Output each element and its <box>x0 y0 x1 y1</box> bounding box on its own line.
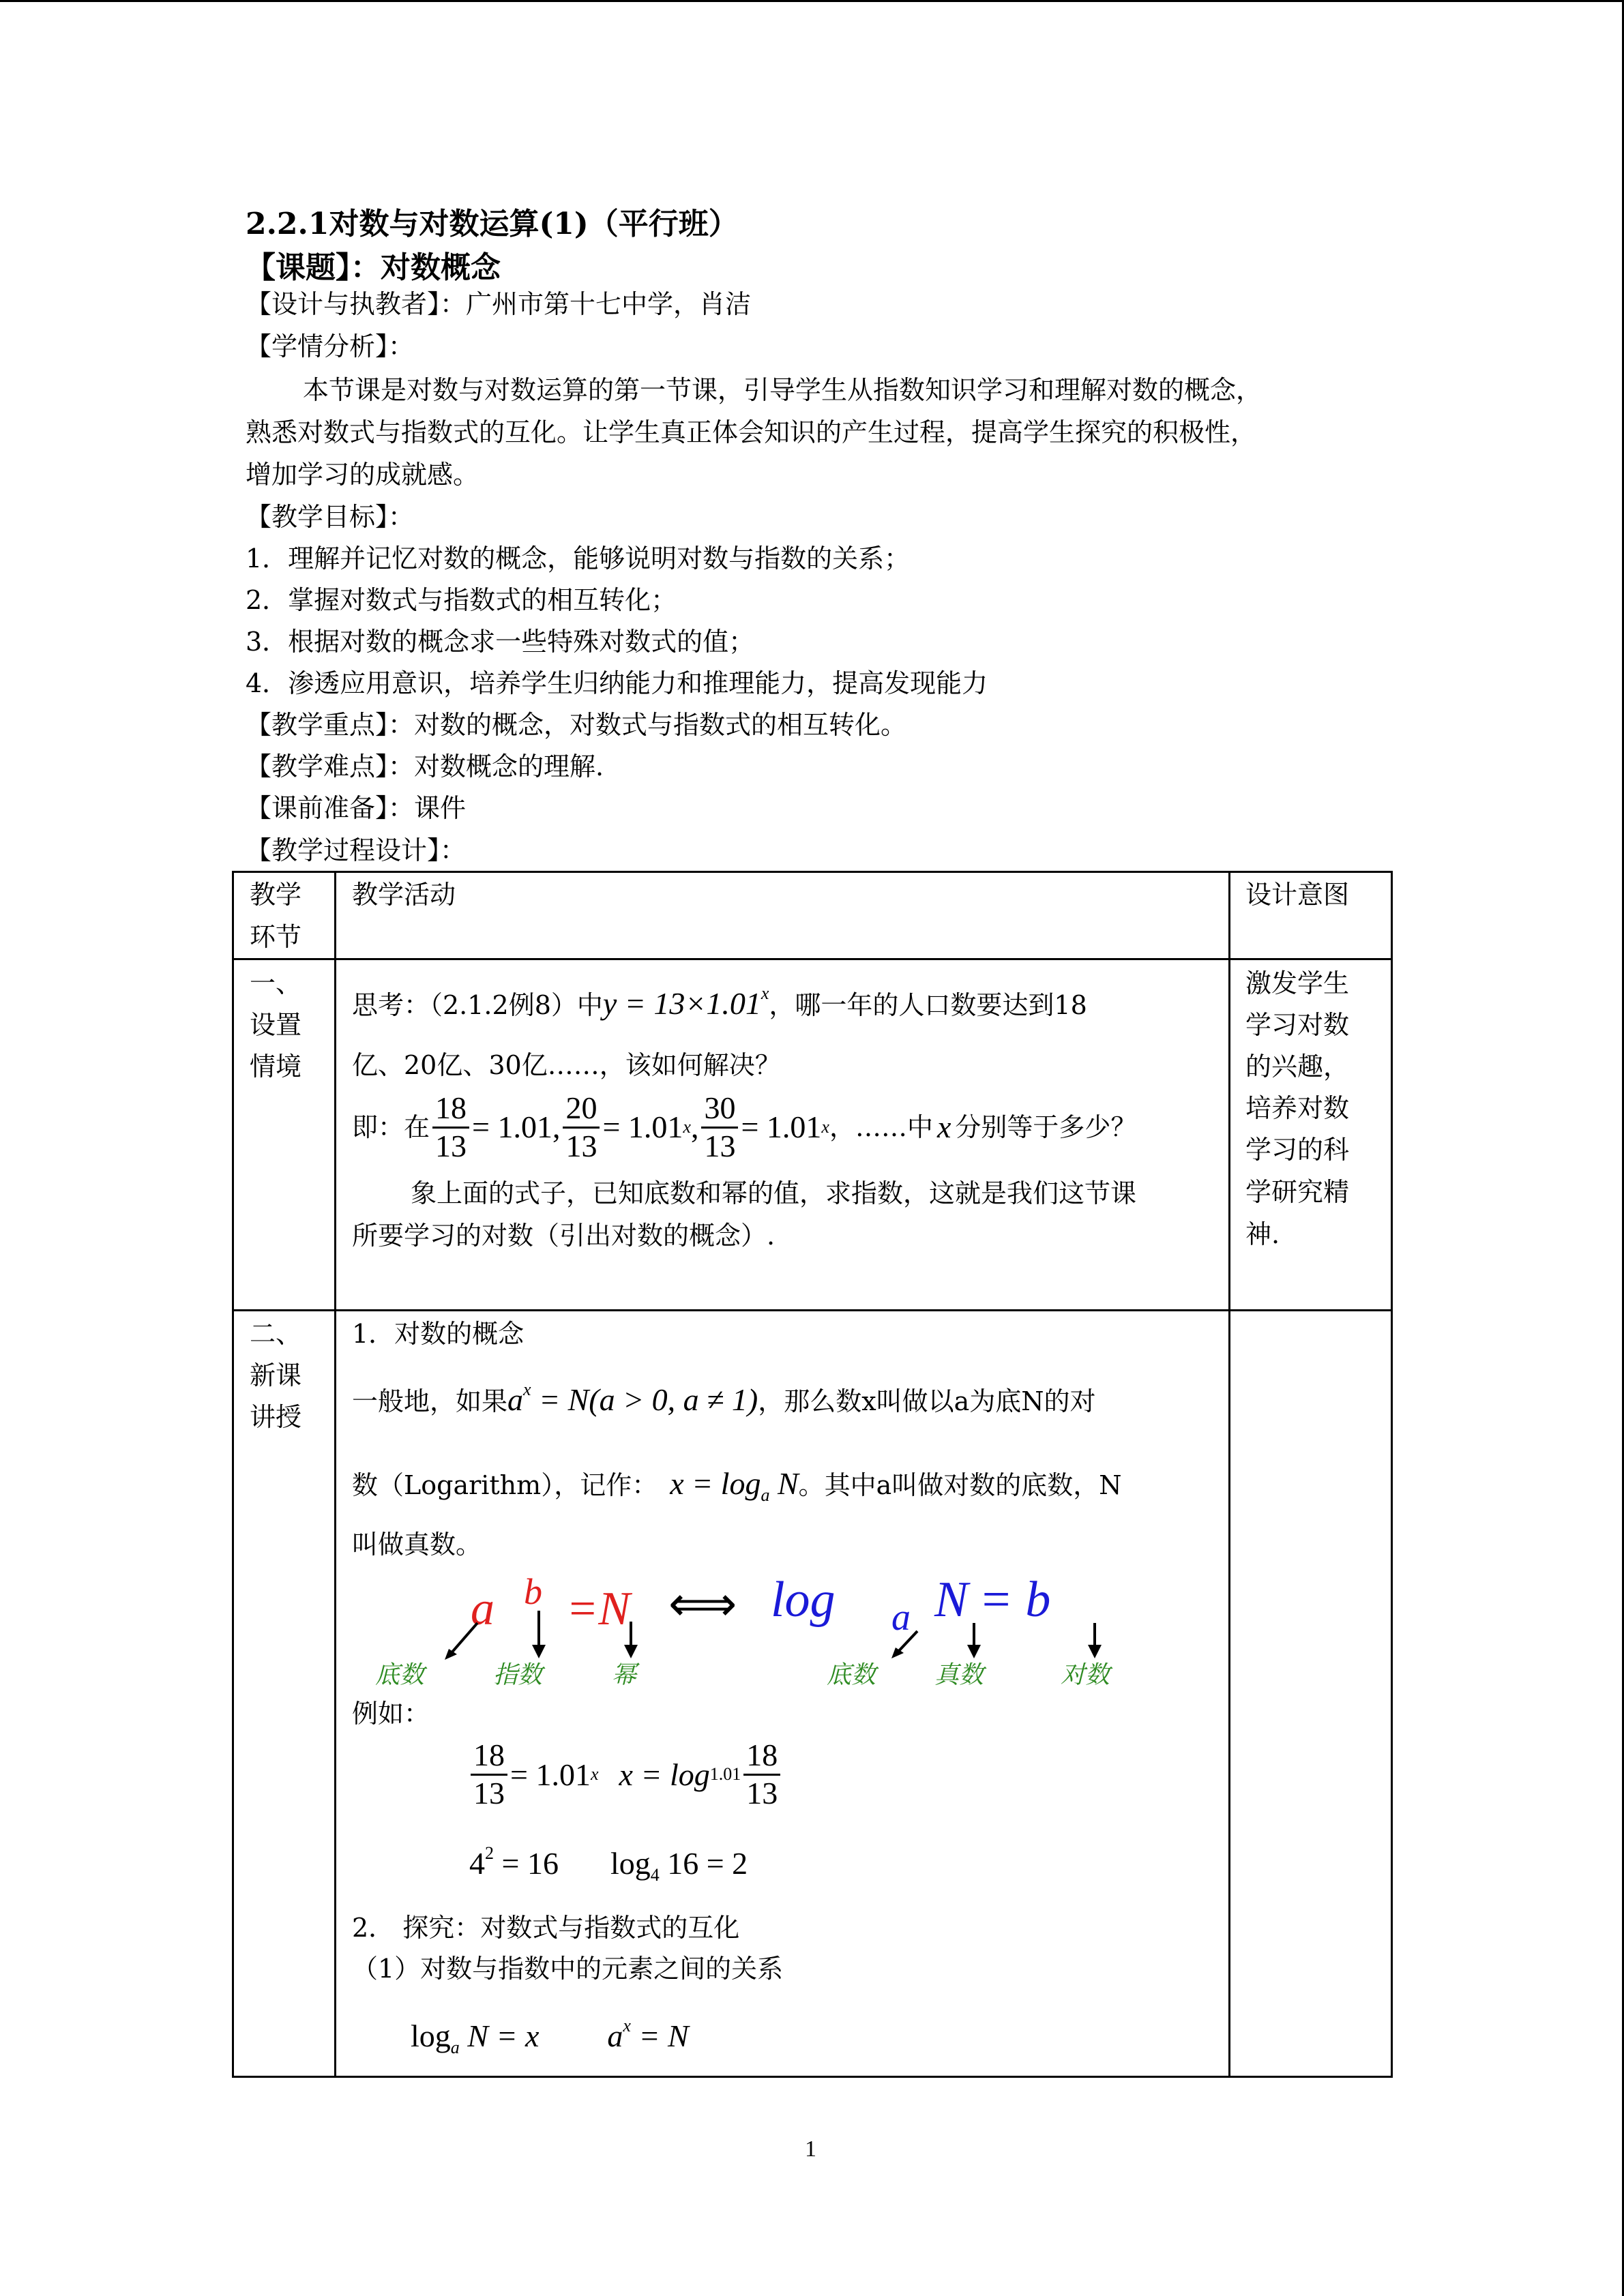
row1-stage-2: 设置 <box>250 1010 302 1040</box>
table-line-col1 <box>334 871 336 2078</box>
think-equation: y = 13×1.01 <box>602 986 761 1021</box>
frac-num: 30 <box>701 1090 738 1129</box>
frac-den: 13 <box>704 1128 736 1163</box>
head-stage-1: 教学 <box>250 880 302 910</box>
label-logarithm: 对数 <box>1061 1661 1110 1688</box>
intent-line-4: 培养对数 <box>1245 1093 1350 1123</box>
intent-line-1: 激发学生 <box>1245 968 1350 998</box>
intent-line-3: 的兴趣， <box>1245 1052 1350 1082</box>
key-point: 【教学重点】：对数的概念，对数式与指数式的相互转化。 <box>246 710 907 740</box>
table-line-bottom <box>232 2076 1393 2078</box>
def2-sub: a <box>761 1485 770 1505</box>
frac-num: 18 <box>471 1738 507 1776</box>
table-line-left <box>232 871 234 2078</box>
frac-den: 13 <box>746 1775 778 1810</box>
row1-stage-3: 情境 <box>250 1052 302 1082</box>
ex1-x-log: x = log <box>619 1757 710 1792</box>
example-fraction <box>471 1738 507 1812</box>
designer-line: 【设计与执教者】：广州市第十七中学，肖洁 <box>246 289 752 319</box>
label-base-left: 底数 <box>375 1661 425 1688</box>
def2-eq: x = log <box>670 1466 761 1501</box>
head-activity: 教学活动 <box>352 880 456 910</box>
example-fraction-2 <box>743 1738 780 1812</box>
document-title: 2.2.1对数与对数运算(1)（平行班） <box>246 207 739 241</box>
preparation: 【课前准备】：课件 <box>246 793 467 823</box>
row1-stage-1: 一、 <box>250 968 302 998</box>
difficulty: 【教学难点】：对数概念的理解. <box>246 751 604 781</box>
label-power: 幂 <box>612 1661 637 1688</box>
table-line-right <box>1391 871 1393 2078</box>
analysis-label: 【学情分析】： <box>246 331 415 361</box>
diagram-log-base: a <box>891 1596 911 1639</box>
page-number: 1 <box>805 2136 816 2162</box>
ex2-exp: 2 <box>485 1843 494 1863</box>
def-exp: x <box>523 1380 531 1399</box>
def-prefix: 一般地，如果 <box>352 1386 508 1416</box>
diagram-base-a: a <box>471 1583 494 1635</box>
table-line-row1 <box>232 1309 1393 1311</box>
ex2-base: 4 <box>469 1846 485 1881</box>
ex2-rest: 16 = 2 <box>659 1846 748 1881</box>
fraction-20-13 <box>563 1090 600 1165</box>
label-exponent: 指数 <box>493 1661 543 1688</box>
row1-para-2: 所要学习的对数（引出对数的概念）. <box>352 1221 776 1251</box>
rel-sub: a <box>450 2038 460 2057</box>
think-exponent: x <box>761 983 769 1003</box>
intent-line-2: 学习对数 <box>1245 1010 1350 1040</box>
table-line-col2 <box>1228 871 1230 2078</box>
ji-suffix-a: ，……中 <box>829 1112 933 1142</box>
eq-2: = 1.01 <box>602 1109 683 1144</box>
rel-eq: = N <box>630 2018 689 2053</box>
diagram-eq-b: = b <box>979 1572 1051 1628</box>
rel-a: a <box>607 2018 623 2053</box>
ex1-eq: = 1.01 <box>510 1757 591 1792</box>
diagram-eq-N: =N <box>566 1583 630 1635</box>
analysis-line-1: 本节课是对数与对数运算的第一节课，引导学生从指数知识学习和理解对数的概念， <box>303 375 1263 405</box>
head-stage-2: 环节 <box>250 922 302 952</box>
arrowhead <box>967 1645 981 1658</box>
rel-log: log <box>411 2018 451 2053</box>
arrow-left-base <box>450 1623 477 1654</box>
explore-subtitle: （1）对数与指数中的元素之间的关系 <box>352 1954 784 1984</box>
explore-title: 2． 探究：对数式与指数式的互化 <box>352 1913 740 1943</box>
row1-think <box>352 983 1087 1021</box>
def2-suffix: 。其中a叫做对数的底数，N <box>798 1470 1122 1500</box>
ex2-log: log <box>610 1846 651 1881</box>
definition-line-2 <box>352 1466 1122 1505</box>
definition-line-1 <box>352 1380 1096 1417</box>
example-1: $\frac{18}{13}$ = 1.01 x x = log 1.01 $\frac{18}{13}$ <box>468 1736 783 1813</box>
def2-prefix: 数（Logarithm），记作： <box>352 1470 658 1500</box>
example-label: 例如： <box>352 1699 430 1729</box>
intent-line-5: 学习的科 <box>1245 1135 1350 1165</box>
concept-title: 1．对数的概念 <box>352 1319 525 1349</box>
frac-num: 18 <box>432 1090 469 1129</box>
diagram-exponent-b: b <box>524 1571 542 1612</box>
rel-rest: N = x <box>459 2018 540 2053</box>
row2-stage-1: 二、 <box>250 1319 302 1349</box>
analysis-line-2: 熟悉对数式与指数式的互化。让学生真正体会知识的产生过程，提高学生探究的积极性， <box>246 417 1257 447</box>
goal-item-4: 4．渗透应用意识，培养学生归纳能力和推理能力，提高发现能力 <box>246 668 988 698</box>
row1-para-1: 象上面的式子，已知底数和幂的值，求指数，这就是我们这节课 <box>411 1178 1137 1208</box>
example-2 <box>469 1843 748 1885</box>
goal-item-2: 2．掌握对数式与指数式的相互转化； <box>246 585 677 615</box>
ex2-sub: 4 <box>650 1865 660 1885</box>
intent-line-6: 学研究精 <box>1245 1177 1350 1207</box>
def-eq: = N(a > 0, a ≠ 1) <box>531 1382 758 1417</box>
eq-1: = 1.01, <box>472 1109 561 1144</box>
ji-var: x <box>936 1109 951 1144</box>
frac-den: 13 <box>473 1775 505 1810</box>
label-true-number: 真数 <box>934 1661 984 1688</box>
arrowhead <box>532 1645 546 1658</box>
row2-stage-2: 新课 <box>250 1360 302 1390</box>
topic-heading: 【课题】：对数概念 <box>246 250 501 285</box>
fraction-18-13 <box>432 1090 469 1165</box>
eq-3: = 1.01 <box>741 1109 822 1144</box>
rel-exp: x <box>623 2016 631 2036</box>
analysis-line-3: 增加学习的成就感。 <box>246 460 479 490</box>
frac-num: 18 <box>743 1738 780 1776</box>
row1-equation-line: 即：在 $\frac{18}{13}$ = 1.01, $\frac{20}{13}$ = 1.01 x , $\frac{30}{13}$ = 1.01 x ，……中 x 分别等于多少？ <box>352 1090 1137 1163</box>
frac-num: 20 <box>563 1090 600 1129</box>
table-line-top <box>232 871 1393 873</box>
row2-stage-3: 讲授 <box>250 1402 302 1432</box>
ji-prefix: 即：在 <box>352 1112 430 1142</box>
table-line-head <box>232 958 1393 960</box>
process-label: 【教学过程设计】： <box>246 835 467 865</box>
def-a: a <box>507 1382 524 1417</box>
goal-item-1: 1．理解并记忆对数的概念，能够说明对数与指数的关系； <box>246 543 911 573</box>
diagram-log: log <box>771 1572 836 1628</box>
definition-line-3: 叫做真数。 <box>352 1530 482 1560</box>
diagram-log-N: N <box>934 1572 969 1628</box>
relation-formula <box>411 2016 689 2057</box>
frac-den: 13 <box>435 1128 467 1163</box>
goal-item-3: 3．根据对数的概念求一些特殊对数式的值； <box>246 627 755 657</box>
ji-suffix-b: 分别等于多少？ <box>955 1112 1137 1142</box>
def-suffix: ，那么数x叫做以a为底N的对 <box>758 1386 1096 1416</box>
arrowhead <box>1088 1645 1102 1658</box>
label-base-right: 底数 <box>827 1661 876 1688</box>
goals-label: 【教学目标】： <box>246 502 415 532</box>
log-notation-diagram <box>355 1568 1200 1688</box>
fraction-30-13 <box>701 1090 738 1165</box>
ex2-eq: = 16 <box>494 1846 559 1881</box>
eq-comma: , <box>690 1109 699 1144</box>
head-intent: 设计意图 <box>1245 880 1350 910</box>
def2-N: N <box>769 1466 799 1501</box>
row1-think-line2: 亿、20亿、30亿……，该如何解决？ <box>352 1050 781 1080</box>
think-suffix: ，哪一年的人口数要达到18 <box>769 990 1087 1020</box>
diagram-equivalent-icon: ⟺ <box>668 1579 737 1631</box>
arrowhead <box>624 1645 638 1658</box>
frac-den: 13 <box>565 1128 597 1163</box>
think-prefix: 思考：（2.1.2例8）中 <box>352 990 603 1020</box>
intent-line-7: 神. <box>1245 1219 1280 1249</box>
